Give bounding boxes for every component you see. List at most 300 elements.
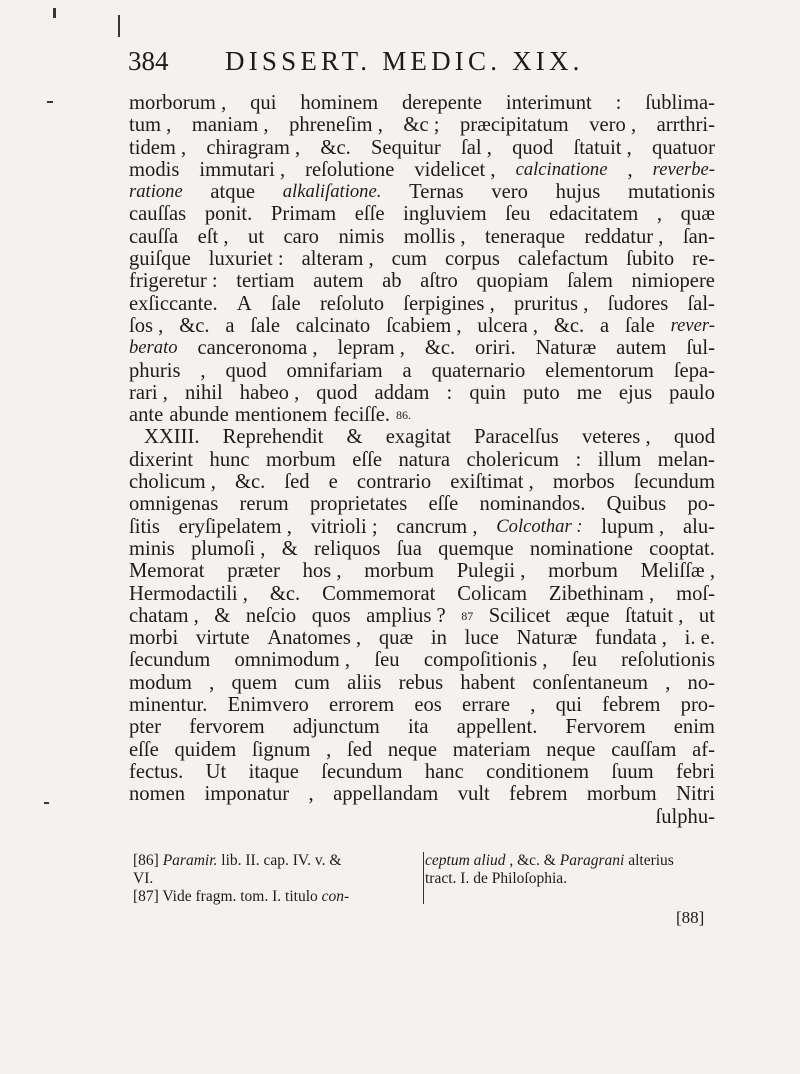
word: pter	[129, 716, 162, 739]
word: ſecundum	[321, 760, 403, 783]
word: &c.	[179, 314, 210, 337]
text-line	[129, 404, 715, 426]
word: &	[346, 426, 363, 449]
text-line	[129, 761, 715, 783]
word: eos	[414, 694, 442, 717]
word: phreneſim ,	[289, 114, 383, 137]
word: alkaliſatione.	[282, 181, 382, 203]
footnote-text: con-	[321, 888, 350, 905]
word: eſſe	[428, 493, 459, 516]
word: ,	[209, 671, 215, 694]
word: eſt ,	[197, 225, 229, 248]
word: A	[236, 292, 252, 315]
word: calcinatione	[515, 158, 608, 180]
word: atque	[210, 181, 256, 204]
footnotes-left-column	[133, 852, 423, 906]
word: quin	[469, 381, 506, 404]
word: ſuum	[611, 760, 654, 783]
text-line	[129, 270, 715, 292]
word: contrario	[356, 471, 432, 494]
word: qui	[555, 694, 582, 717]
word: oriri.	[475, 337, 516, 360]
word: eſſe	[129, 738, 159, 761]
word: veteres ,	[582, 426, 651, 449]
word: quidem	[174, 738, 237, 761]
word: Fervorem	[565, 716, 646, 739]
word: natura	[398, 448, 450, 471]
footnote-text: Paragrani	[559, 852, 625, 869]
word: virtute	[195, 627, 250, 650]
word: ſepa-	[673, 359, 715, 382]
word: ſudores	[607, 292, 669, 315]
word: &	[214, 604, 231, 627]
word: elementorum	[545, 359, 654, 382]
word: a	[402, 359, 412, 382]
word: errorem	[329, 694, 395, 717]
word: exiſtimat ,	[450, 471, 534, 494]
word: e	[328, 471, 338, 494]
word: edacitatem	[549, 203, 639, 226]
word: nimis	[338, 225, 385, 248]
text-line	[129, 248, 715, 270]
word: eryſipelatem ,	[178, 515, 292, 538]
word: re-	[692, 248, 715, 271]
word: nihil	[184, 381, 223, 404]
word: Colcothar :	[496, 515, 583, 537]
word: &	[281, 537, 298, 560]
text-line	[129, 426, 715, 448]
word: ut	[698, 604, 715, 627]
word: Sequitur	[370, 136, 441, 159]
word: vero ,	[589, 114, 637, 137]
footnote-text: [86]	[133, 852, 163, 869]
word: morbum	[548, 560, 618, 583]
footnote-line	[425, 852, 715, 870]
word: Nitri	[676, 783, 715, 806]
word: af-	[692, 738, 715, 761]
word: ſcabiem ,	[386, 314, 462, 337]
word: derepente	[402, 92, 483, 114]
word: ita	[407, 716, 429, 739]
text-line	[129, 293, 715, 315]
text-line	[129, 493, 715, 515]
word: exſiccante.	[129, 292, 218, 315]
footnote-text: [87] Vide fragm. tom. I. titulo	[133, 888, 322, 905]
word: :	[615, 92, 622, 114]
word: tum ,	[129, 114, 172, 137]
word: calefactum	[517, 248, 609, 271]
word: mentionem	[234, 404, 328, 427]
word: Paracelſus	[474, 426, 559, 449]
word: chiragram ,	[206, 136, 301, 159]
word: quod	[673, 426, 715, 449]
word: ,	[665, 671, 671, 694]
word: morbum	[364, 560, 434, 583]
word: adjunctum	[292, 716, 380, 739]
word: modum	[129, 671, 192, 694]
word: ſublima-	[645, 92, 715, 114]
word: corpus	[444, 248, 500, 271]
word: ponit.	[204, 203, 253, 226]
word: cauſſam	[611, 738, 677, 761]
text-line	[129, 739, 715, 761]
word: quæ	[680, 203, 715, 226]
word: quod	[316, 381, 358, 404]
word: addam	[374, 381, 430, 404]
text-line	[129, 382, 715, 404]
word: guiſque	[129, 248, 191, 271]
word: imponatur	[204, 783, 290, 806]
word: no-	[687, 671, 715, 694]
word: paulo	[669, 381, 715, 404]
text-line	[129, 716, 715, 738]
word: ,	[200, 359, 206, 382]
word: quem	[231, 671, 278, 694]
word: ſecundum	[129, 649, 211, 672]
word: Enimvero	[227, 694, 309, 717]
footnote-reference: 86.	[396, 408, 412, 423]
word: Hermodactili ,	[129, 582, 248, 605]
word: cauſſas	[129, 203, 187, 226]
word: cooptat.	[649, 537, 715, 560]
word: ,	[530, 694, 536, 717]
word: dixerint	[129, 448, 194, 471]
word: a	[225, 314, 235, 337]
word: ut	[248, 225, 265, 248]
word: ſua	[396, 537, 422, 560]
word: reddatur ,	[584, 225, 664, 248]
word: præcipitatum	[460, 114, 569, 137]
word: &c.	[553, 314, 585, 337]
word: ſulphu-	[655, 805, 715, 828]
text-line	[129, 560, 715, 582]
text-line	[129, 226, 715, 248]
word: lupum ,	[601, 515, 665, 538]
word: Primam	[270, 203, 337, 226]
word: ,	[326, 738, 332, 761]
word: morbos	[552, 471, 615, 494]
word: ſalem	[567, 270, 613, 293]
running-title: DISSERT. MEDIC. XIX.	[225, 46, 584, 76]
word: Ternas	[409, 181, 464, 204]
word: vero	[491, 181, 528, 204]
footnote-text: tract. I. de Philoſophia.	[425, 870, 568, 887]
word: berato	[129, 337, 178, 359]
footnotes-right-column	[425, 852, 715, 888]
word: nominatione	[529, 537, 633, 560]
page-header	[128, 46, 713, 86]
word: Scilicet	[488, 604, 551, 627]
word: a	[600, 314, 610, 337]
word: reſolutione	[305, 158, 395, 181]
word: ſignum	[251, 738, 311, 761]
text-line	[129, 337, 715, 359]
word: Quibus	[606, 493, 667, 516]
word: ,	[627, 158, 633, 181]
text-line	[129, 627, 715, 649]
word: ,	[656, 203, 663, 226]
word: rebus	[398, 671, 444, 694]
footnote-divider	[423, 852, 424, 904]
footnote-text: VI.	[133, 870, 154, 887]
word: ſal-	[687, 292, 715, 315]
footnote-text: ceptum aliud	[425, 852, 506, 869]
word: ab	[382, 270, 402, 293]
word: ſos ,	[129, 314, 164, 337]
word: quod	[225, 359, 267, 382]
word: melan-	[657, 448, 715, 471]
word: immutari ,	[199, 158, 286, 181]
word: ſale	[625, 314, 655, 337]
word: i. e.	[684, 627, 715, 650]
text-line	[129, 649, 715, 671]
word: &c.	[269, 582, 301, 605]
word: nominandos.	[479, 493, 586, 516]
word: moſ-	[676, 582, 715, 605]
word: ratione	[129, 181, 183, 203]
word: ſeu	[505, 203, 531, 226]
word: quatuor	[652, 136, 715, 159]
word: aſtro	[420, 270, 458, 293]
word: Reprehendit	[222, 426, 324, 449]
word: mollis ,	[403, 225, 466, 248]
word: alteram ,	[301, 248, 374, 271]
text-line	[129, 203, 715, 225]
word: ſul-	[686, 337, 715, 360]
word: ſerpigines ,	[403, 292, 495, 315]
word: appellent.	[456, 716, 538, 739]
word: autem	[313, 270, 364, 293]
text-line	[129, 694, 715, 716]
word: ingluviem	[403, 203, 487, 226]
word: XXIII.	[144, 426, 200, 449]
word: ſubito	[626, 248, 675, 271]
word: aliis	[347, 671, 382, 694]
word: morborum ,	[129, 92, 227, 114]
word: ulcera ,	[477, 314, 539, 337]
footnote-line	[425, 870, 715, 888]
word: ejus	[618, 381, 653, 404]
text-line	[129, 783, 715, 805]
footnote-text: , &c. &	[505, 852, 560, 869]
word: amplius ?	[366, 604, 446, 627]
body-text	[129, 92, 715, 828]
word: Anatomes ,	[267, 627, 362, 650]
word: præter	[227, 560, 280, 583]
page-number: 384	[128, 46, 169, 76]
word: hunc	[209, 448, 250, 471]
word: cholicum ,	[129, 471, 216, 494]
word: hominem	[300, 92, 379, 114]
word: puto	[523, 381, 560, 404]
word: ſan-	[682, 225, 715, 248]
word: hujus	[555, 181, 601, 204]
word: ſitis	[129, 515, 160, 538]
word: morbum	[586, 783, 657, 806]
word: po-	[687, 493, 715, 516]
word: cum	[391, 248, 428, 271]
word: arrthri-	[656, 114, 715, 137]
word: ante	[129, 404, 164, 427]
word: Naturæ	[535, 337, 597, 360]
word: nimiopere	[631, 270, 715, 293]
word: ſale	[270, 292, 301, 315]
word: conſentaneum	[532, 671, 648, 694]
word: habent	[460, 671, 516, 694]
word: omnifariam	[286, 359, 383, 382]
word: ſeu	[374, 649, 400, 672]
word: interimunt	[505, 92, 592, 114]
word: ſed	[346, 738, 373, 761]
word: autem	[616, 337, 667, 360]
text-line	[129, 449, 715, 471]
word: ſed	[284, 471, 310, 494]
word: maniam ,	[191, 114, 269, 137]
word: conditionem	[486, 760, 590, 783]
word: minentur.	[129, 694, 208, 717]
word: quopiam	[476, 270, 549, 293]
word: lepram ,	[337, 337, 405, 360]
word: exagitat	[385, 426, 451, 449]
word: fectus.	[129, 760, 184, 783]
text-line	[129, 159, 715, 181]
footnote-text: alterius	[624, 852, 674, 869]
text-line	[129, 360, 715, 382]
word: &c.	[235, 471, 266, 494]
word: abunde	[169, 404, 229, 427]
word: itaque	[248, 760, 299, 783]
word: rever-	[670, 314, 715, 336]
word: habeo ,	[239, 381, 300, 404]
word: plumoſi ,	[191, 537, 266, 560]
word: omnigenas	[129, 493, 219, 516]
word: reliquos	[314, 537, 381, 560]
word: quod	[512, 136, 554, 159]
word: cauſſa	[129, 225, 179, 248]
word: fervorem	[189, 716, 265, 739]
word: vult	[457, 783, 490, 806]
word: fundata ,	[594, 627, 667, 650]
word: ſecundum	[633, 471, 715, 494]
word: Pulegii ,	[456, 560, 526, 583]
text-line	[129, 583, 715, 605]
footnote-line	[133, 888, 423, 906]
word: feciſſe.	[333, 404, 391, 427]
word: Colicam	[457, 582, 528, 605]
margin-mark	[53, 8, 56, 18]
word: qui	[250, 92, 277, 114]
text-line	[129, 516, 715, 538]
margin-mark	[47, 101, 53, 103]
word: neque	[387, 738, 438, 761]
text-line	[129, 315, 715, 337]
text-line	[129, 92, 715, 114]
word: hos ,	[302, 560, 342, 583]
word: eſſe	[354, 203, 385, 226]
word: ,	[308, 783, 314, 806]
word: ſeu	[571, 649, 597, 672]
word: eſſe	[352, 448, 383, 471]
word: enim	[673, 716, 715, 739]
word: rari ,	[129, 381, 168, 404]
word: appellandam	[333, 783, 439, 806]
word: pruritus ,	[513, 292, 589, 315]
word: ſale	[250, 314, 281, 337]
word: minis	[129, 537, 175, 560]
word: teneraque	[485, 225, 566, 248]
word: illum	[597, 448, 642, 471]
word: luxuriet :	[208, 248, 284, 271]
text-line	[129, 806, 715, 828]
word: nomen	[129, 783, 186, 806]
word: quos	[311, 604, 351, 627]
word: Memorat	[129, 560, 205, 583]
word: cholericum	[466, 448, 560, 471]
word: vitrioli ;	[310, 515, 378, 538]
word: canceronoma ,	[197, 337, 318, 360]
word: cancrum ,	[396, 515, 478, 538]
word: Meliſſæ ,	[640, 560, 715, 583]
word: morbum	[266, 448, 336, 471]
word: quaternario	[431, 359, 526, 382]
word: febrem	[509, 783, 568, 806]
word: æque	[566, 604, 610, 627]
footnote-line	[133, 870, 423, 888]
word: ſtatuit ,	[573, 136, 632, 159]
word: alu-	[682, 515, 715, 538]
word: hanc	[424, 760, 464, 783]
word: &c ;	[403, 114, 440, 137]
word: chatam ,	[129, 604, 199, 627]
word: reverbe-	[652, 158, 715, 180]
word: quæ	[378, 627, 414, 650]
word: febri	[676, 760, 715, 783]
footnote-line	[133, 852, 423, 870]
word: in	[430, 627, 447, 650]
word: :	[446, 381, 453, 404]
word: morbi	[129, 627, 179, 650]
word: cum	[294, 671, 330, 694]
word: compoſitionis ,	[423, 649, 548, 672]
word: febrem	[602, 694, 661, 717]
word: ſtatuit ,	[625, 604, 684, 627]
text-line	[129, 672, 715, 694]
word: :	[575, 448, 582, 471]
word: neque	[546, 738, 596, 761]
word: frigeretur :	[129, 270, 218, 293]
word: mutationis	[628, 181, 715, 204]
word: errare	[462, 694, 511, 717]
text-line	[129, 114, 715, 136]
word: pro-	[680, 694, 715, 717]
text-line	[129, 181, 715, 203]
word: neſcio	[245, 604, 297, 627]
word: Naturæ	[516, 627, 578, 650]
word: reſolutionis	[621, 649, 715, 672]
word: &c.	[424, 337, 456, 360]
word: caro	[283, 225, 319, 248]
text-line	[129, 538, 715, 560]
margin-mark	[118, 15, 120, 37]
text-line	[129, 605, 715, 627]
catchword: [88]	[676, 908, 705, 927]
footnote-text: Paramir.	[162, 852, 218, 869]
word: quemque	[438, 537, 514, 560]
word: tertiam	[236, 270, 295, 293]
word: proprietates	[310, 493, 408, 516]
word: me	[576, 381, 602, 404]
word: Zibethinam ,	[548, 582, 655, 605]
